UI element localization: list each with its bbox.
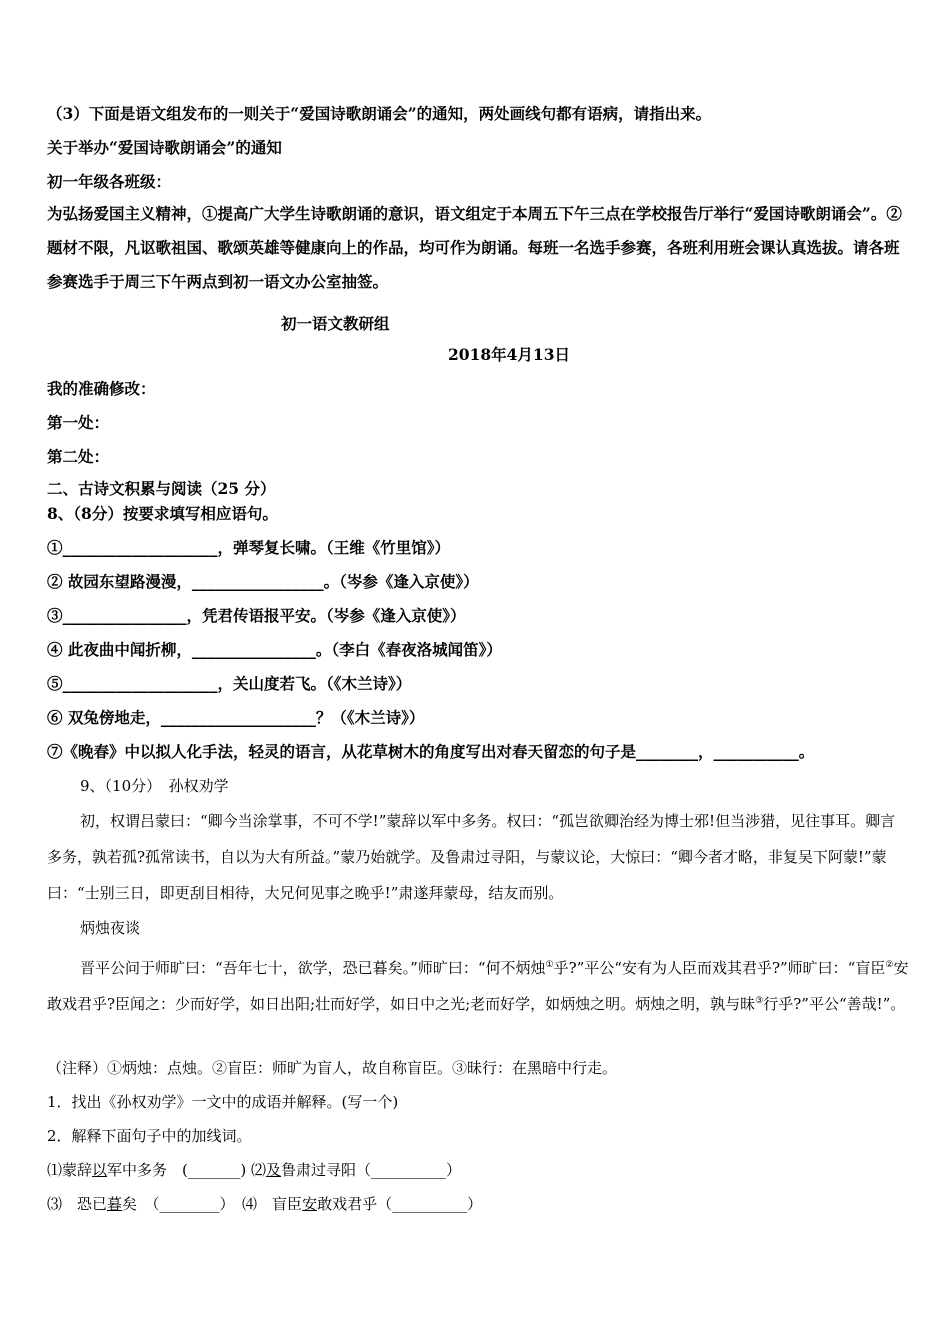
- q8-item-7: ⑦《晚春》中以拟人化手法，轻灵的语言，从花草树木的角度写出对春天留恋的句子是________，___________。: [47, 742, 815, 761]
- note-mark-2: ②: [885, 960, 894, 970]
- s2b-underlined: 及: [266, 1161, 282, 1179]
- q9-sub-2: 2．解释下面句子中的加线词。: [47, 1127, 252, 1145]
- q9-sub-2-line-2: [47, 1193, 907, 1215]
- note-mark-1: ①: [545, 960, 554, 970]
- s2c-pre: ⑶ 恐已: [47, 1195, 108, 1213]
- s2a-post: 军中多务 (_______) ⑵: [107, 1161, 267, 1179]
- answer-label: 我的准确修改：: [47, 379, 156, 398]
- passage-2-c: 安敢戏君乎?臣闻之：少而好学，如日出阳;壮而好学，如日中之光;老而好学，如炳烛之明。炳烛之明，孰与昧: [47, 959, 909, 1013]
- notice-body: 为弘扬爱国主义精神，①提高广大学生诗歌朗诵的意识，语文组定于本周五下午三点在学校报告厅举行“爱国诗歌朗诵会”。②题材不限，凡讴歌祖国、歌颂英雄等健康向上的作品，均可作为朗诵。每班一名选手参赛，各班利用班会课认真选拔。请各班参赛选手于周三下午两点到初一语文办公室抽签。: [47, 204, 902, 291]
- q9-notes: （注释）①炳烛：点烛。②盲臣：师旷为盲人，故自称盲臣。③昧行：在黑暗中行走。: [47, 1059, 618, 1077]
- passage-2-a: 晋平公问于师旷曰：“吾年七十，欲学，恐已暮矣。”师旷曰：“何不炳烛: [80, 959, 546, 977]
- q9-heading: 9、（10分） 孙权劝学: [80, 777, 229, 795]
- passage-2-d: 行乎?”平公“善哉!”。: [763, 995, 906, 1013]
- answer-first: 第一处：: [47, 413, 110, 432]
- s2b-post: 鲁肃过寻阳（__________）: [281, 1161, 462, 1179]
- notice-title: 关于举办“爱国诗歌朗诵会”的通知: [47, 138, 282, 157]
- q3-intro: （3）下面是语文组发布的一则关于“爱国诗歌朗诵会”的通知，两处画线句都有语病，请指出来。: [47, 104, 712, 123]
- q8-item-2: ② 故园东望路漫漫，_________________。（岑参《逢入京使》）: [47, 572, 479, 591]
- q8-item-5: ⑤____________________，关山度若飞。（《木兰诗》）: [47, 674, 412, 693]
- passage-2-b: 乎?”平公“安有为人臣而戏其君乎?”师旷曰：“盲臣: [553, 959, 886, 977]
- s2d-underlined: 安: [302, 1195, 318, 1213]
- q9-passage-1: 初，权谓吕蒙曰：“卿今当涂掌事，不可不学!”蒙辞以军中多务。权曰：“孤岂欲卿治经为博士邪!但当涉猎，见往事耳。卿言多务，孰若孤?孤常读书，自以为大有所益。”蒙乃始就学。及鲁肃过寻阳，与蒙议论，大惊曰：“卿今者才略，非复吴下阿蒙!”蒙曰：“士别三日，即更刮目相待，大兄何见事之晚乎!”肃遂拜蒙母，结友而别。: [47, 812, 896, 902]
- q9-passage-2: [47, 950, 909, 1022]
- q8-item-3: ③________________，凭君传语报平安。（岑参《逢入京使》）: [47, 606, 466, 625]
- note-mark-3: ③: [755, 996, 764, 1006]
- s2d-post: 敢戏君乎（__________）: [317, 1195, 483, 1213]
- q8-item-6: ⑥ 双兔傍地走，____________________？（《木兰诗》）: [47, 708, 425, 727]
- s2c-underlined: 暮: [107, 1195, 123, 1213]
- notice-signer: 初一语文教研组: [281, 314, 390, 333]
- q8-item-4: ④ 此夜曲中闻折柳，________________。（李白《春夜洛城闻笛》）: [47, 640, 502, 659]
- s2a-underlined: 以: [92, 1161, 108, 1179]
- q9-sub-1: 1．找出《孙权劝学》一文中的成语并解释。(写一个): [47, 1093, 399, 1111]
- q9-sub-2-line-1: [47, 1159, 907, 1181]
- s2a-pre: ⑴蒙辞: [47, 1161, 93, 1179]
- notice-date: 2018年4月13日: [448, 345, 570, 364]
- q8-item-1: ①____________________，弹琴复长啸。（王维《竹里馆》）: [47, 538, 451, 557]
- answer-second: 第二处：: [47, 447, 110, 466]
- notice-addressee: 初一年级各班级：: [47, 172, 172, 191]
- q9-title-2: 炳烛夜谈: [80, 919, 141, 937]
- q8-heading: 8、（8分）按要求填写相应语句。: [47, 504, 278, 523]
- section2-heading: 二、古诗文积累与阅读（25 分）: [47, 479, 276, 498]
- s2c-post: 矣 （________） ⑷ 盲臣: [122, 1195, 303, 1213]
